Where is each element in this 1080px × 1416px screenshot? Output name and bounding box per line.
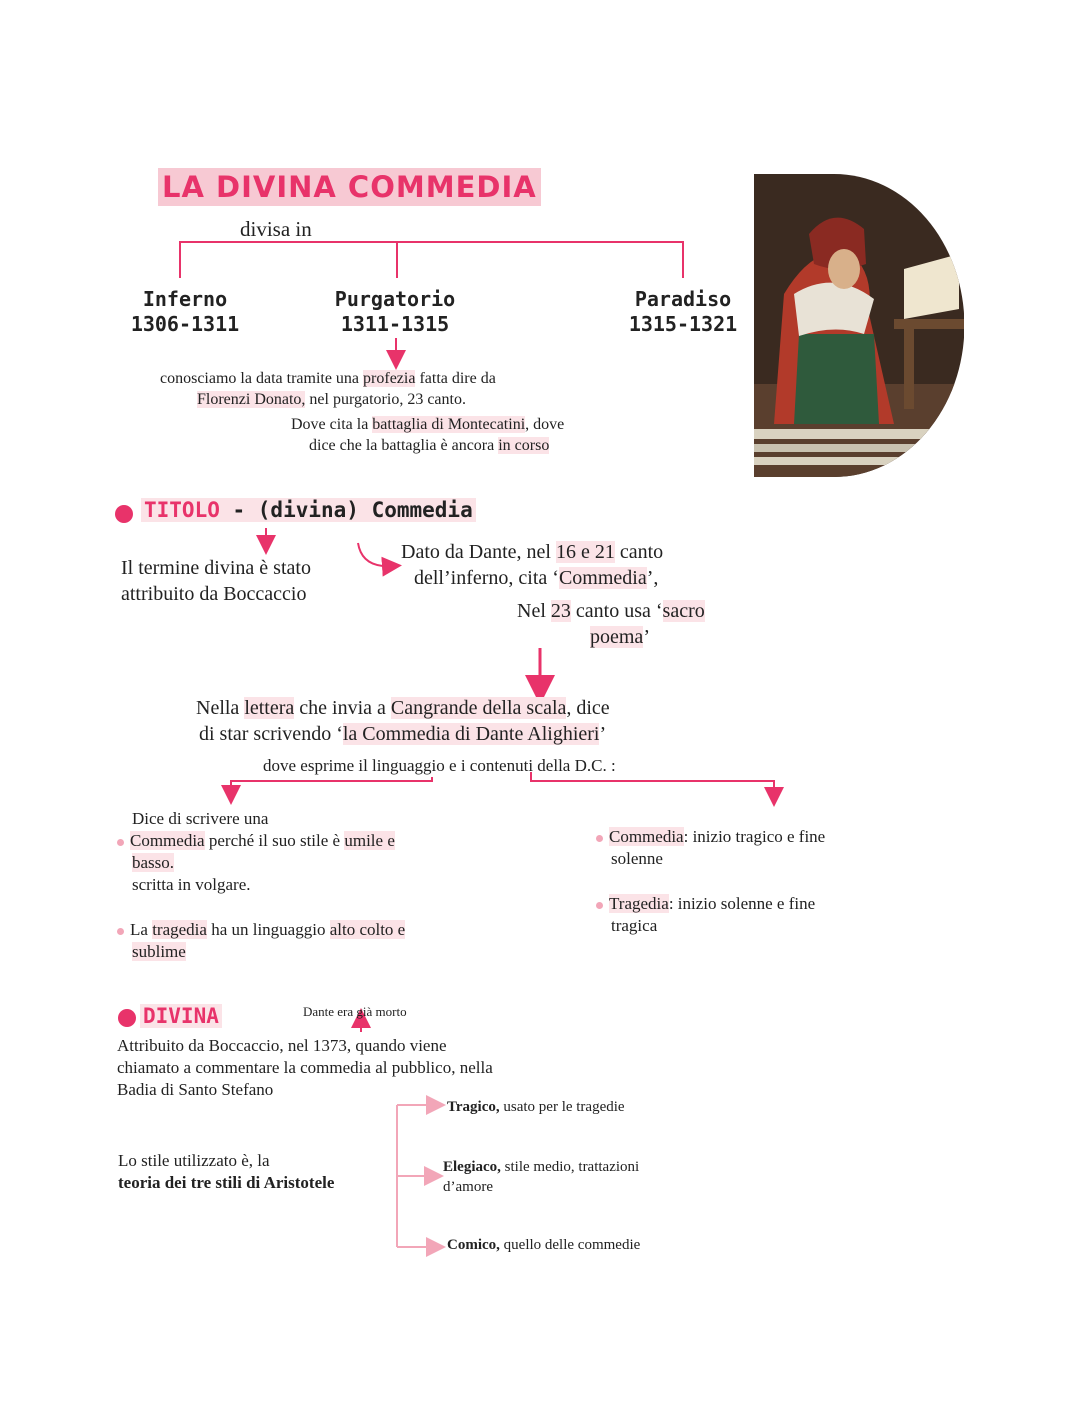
arrow-left-branch bbox=[231, 777, 432, 795]
part-name: Inferno bbox=[142, 287, 228, 311]
dante-portrait-image bbox=[754, 174, 964, 477]
divina-paragraph: Attribuito da Boccaccio, nel 1373, quando viene chiamato a commentare la commedia al pubblico, nella Badia di Santo Stefano bbox=[117, 1036, 493, 1099]
note-commedia-stile: Dice di scrivere una Commedia perché il suo stile è umile e basso. scritta in volgare. bbox=[117, 808, 395, 896]
profezia-line-1: conosciamo la data tramite una profezia fatta dire da bbox=[160, 370, 496, 387]
tree-line bbox=[180, 242, 683, 278]
stile-note: Lo stile utilizzato è, la teoria dei tre stili di Aristotele bbox=[118, 1151, 335, 1192]
dato-line-1: Dato da Dante, nel 16 e 21 canto bbox=[401, 541, 664, 563]
page-title: LA DIVINA COMMEDIA bbox=[158, 168, 541, 206]
stile-elegiaco: Elegiaco, stile medio, trattazioni d’amore bbox=[443, 1159, 640, 1195]
part-name: Purgatorio bbox=[334, 287, 456, 311]
part-paradiso bbox=[608, 287, 758, 337]
nel-line-1: Nel 23 canto usa ‘sacro bbox=[517, 600, 705, 622]
part-purgatorio bbox=[320, 287, 470, 337]
bullet-dot bbox=[118, 1009, 136, 1027]
note-tragedia-linguaggio: La tragedia ha un linguaggio alto colto e sublime bbox=[117, 919, 405, 963]
arrow-curved bbox=[358, 543, 392, 566]
stile-tragico: Tragico, usato per le tragedie bbox=[447, 1099, 625, 1115]
lettera-line-1: Nella lettera che invia a Cangrande della scala, dice bbox=[196, 697, 610, 719]
part-name: Paradiso bbox=[634, 287, 732, 311]
nel-line-2: poema’ bbox=[590, 626, 650, 648]
profezia-line-2: Florenzi Donato, nel purgatorio, 23 canto. bbox=[197, 391, 466, 408]
bullet-dot bbox=[115, 505, 133, 523]
morto-note: Dante era già morto bbox=[303, 1004, 407, 1019]
part-years: 1315-1321 bbox=[628, 312, 738, 336]
boccaccio-note: Il termine divina è stato attribuito da Boccaccio bbox=[121, 557, 311, 605]
stile-comico: Comico, quello delle commedie bbox=[447, 1237, 641, 1253]
profezia-line-4: dice che la battaglia è ancora in corso bbox=[309, 437, 550, 454]
part-years: 1306-1311 bbox=[130, 312, 240, 336]
profezia-line-3: Dove cita la battaglia di Montecatini, dove bbox=[291, 416, 565, 433]
part-inferno bbox=[110, 287, 260, 337]
note-commedia-def: Commedia: inizio tragico e fine solenne bbox=[596, 826, 825, 870]
dato-line-2: dell’inferno, cita ‘Commedia’, bbox=[414, 567, 659, 589]
divina-heading: DIVINA bbox=[140, 1004, 222, 1028]
titolo-heading: TITOLO - (divina) Commedia bbox=[141, 498, 476, 522]
part-years: 1311-1315 bbox=[340, 312, 450, 336]
lettera-line-2: di star scrivendo ‘la Commedia di Dante Alighieri’ bbox=[199, 723, 607, 745]
note-tragedia-def: Tragedia: inizio solenne e fine tragica bbox=[596, 893, 815, 937]
dove-line: dove esprime il linguaggio e i contenuti della D.C. : bbox=[263, 756, 616, 775]
divided-label: divisa in bbox=[240, 217, 312, 241]
